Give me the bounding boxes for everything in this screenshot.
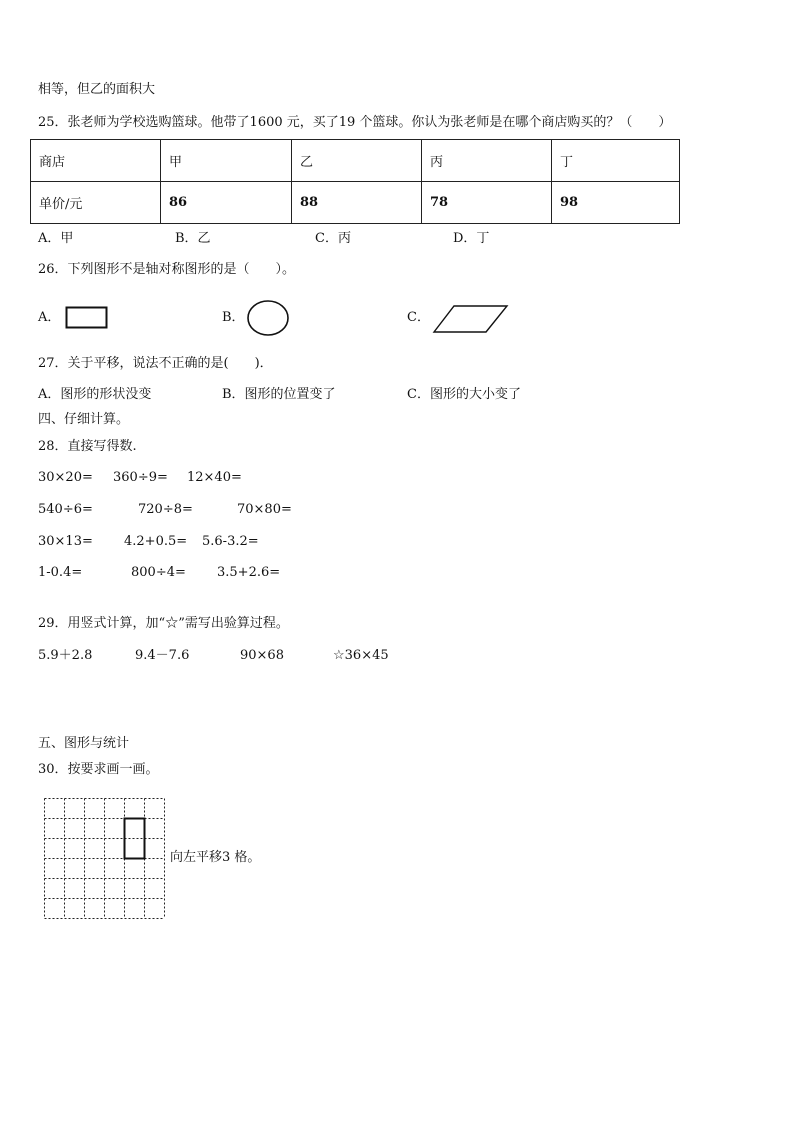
q25-option-c[interactable]: C．丙 [315,231,351,246]
circle-shape [246,299,290,337]
q26-stem: 26．下列图形不是轴对称图形的是（ ）。 [38,262,296,277]
calc-item: 4.2+0.5= [124,534,188,549]
top-line: 相等，但乙的面积大 [38,82,156,97]
table-cell: 甲 [161,140,292,182]
calc-item: 30×20= [38,470,93,485]
table-row [31,140,680,182]
calc-item: 540÷6= [38,502,93,517]
q28-stem: 28．直接写得数. [38,439,137,454]
dotted-grid [43,797,167,921]
table-cell: 丙 [422,140,552,182]
table-row [31,182,680,224]
q27-option-a[interactable]: A．图形的形状没变 [38,387,152,402]
calc-item: 800÷4= [131,565,186,580]
vertical-calc-item: 5.9＋2.8 [38,648,93,663]
q29-stem: 29．用竖式计算，加“☆”需写出验算过程。 [38,616,289,631]
q27-option-c[interactable]: C．图形的大小变了 [407,387,521,402]
q25-option-a[interactable]: A．甲 [38,231,74,246]
rectangle-shape [65,306,109,330]
table-cell: 78 [422,182,552,224]
q25-option-b[interactable]: B．乙 [175,231,211,246]
price-table [30,139,680,224]
calc-item: 70×80= [237,502,292,517]
calc-item: 3.5+2.6= [217,565,281,580]
q30-stem: 30．按要求画一画。 [38,762,159,777]
q27-option-b[interactable]: B．图形的位置变了 [222,387,336,402]
q30-instruction: 向左平移3 格。 [170,850,261,865]
vertical-calc-item: ☆36×45 [333,648,389,663]
q26-option-a[interactable]: A． [38,310,61,325]
calc-item: 720÷8= [138,502,193,517]
q26-option-c[interactable]: C． [407,310,430,325]
table-cell: 丁 [552,140,680,182]
table-cell: 98 [552,182,680,224]
table-cell: 单价/元 [31,182,161,224]
q27-stem: 27．关于平移，说法不正确的是( )． [38,356,273,371]
table-cell: 商店 [31,140,161,182]
calc-item: 30×13= [38,534,93,549]
section-4-heading: 四、仔细计算。 [38,412,130,427]
table-cell: 88 [292,182,422,224]
calc-item: 1-0.4= [38,565,83,580]
vertical-calc-item: 9.4－7.6 [135,648,190,663]
table-cell: 乙 [292,140,422,182]
q25-option-d[interactable]: D．丁 [453,231,490,246]
calc-item: 12×40= [187,470,242,485]
q25-stem: 25．张老师为学校选购篮球。他带了1600 元，买了19 个篮球。你认为张老师是在哪个商店购买的？（ ） [38,115,672,130]
calc-item: 360÷9= [113,470,168,485]
table-cell: 86 [161,182,292,224]
section-5-heading: 五、图形与统计 [38,736,130,751]
calc-item: 5.6-3.2= [202,534,259,549]
vertical-calc-item: 90×68 [240,648,284,663]
parallelogram-shape [432,304,510,334]
q26-option-b[interactable]: B． [222,310,245,325]
